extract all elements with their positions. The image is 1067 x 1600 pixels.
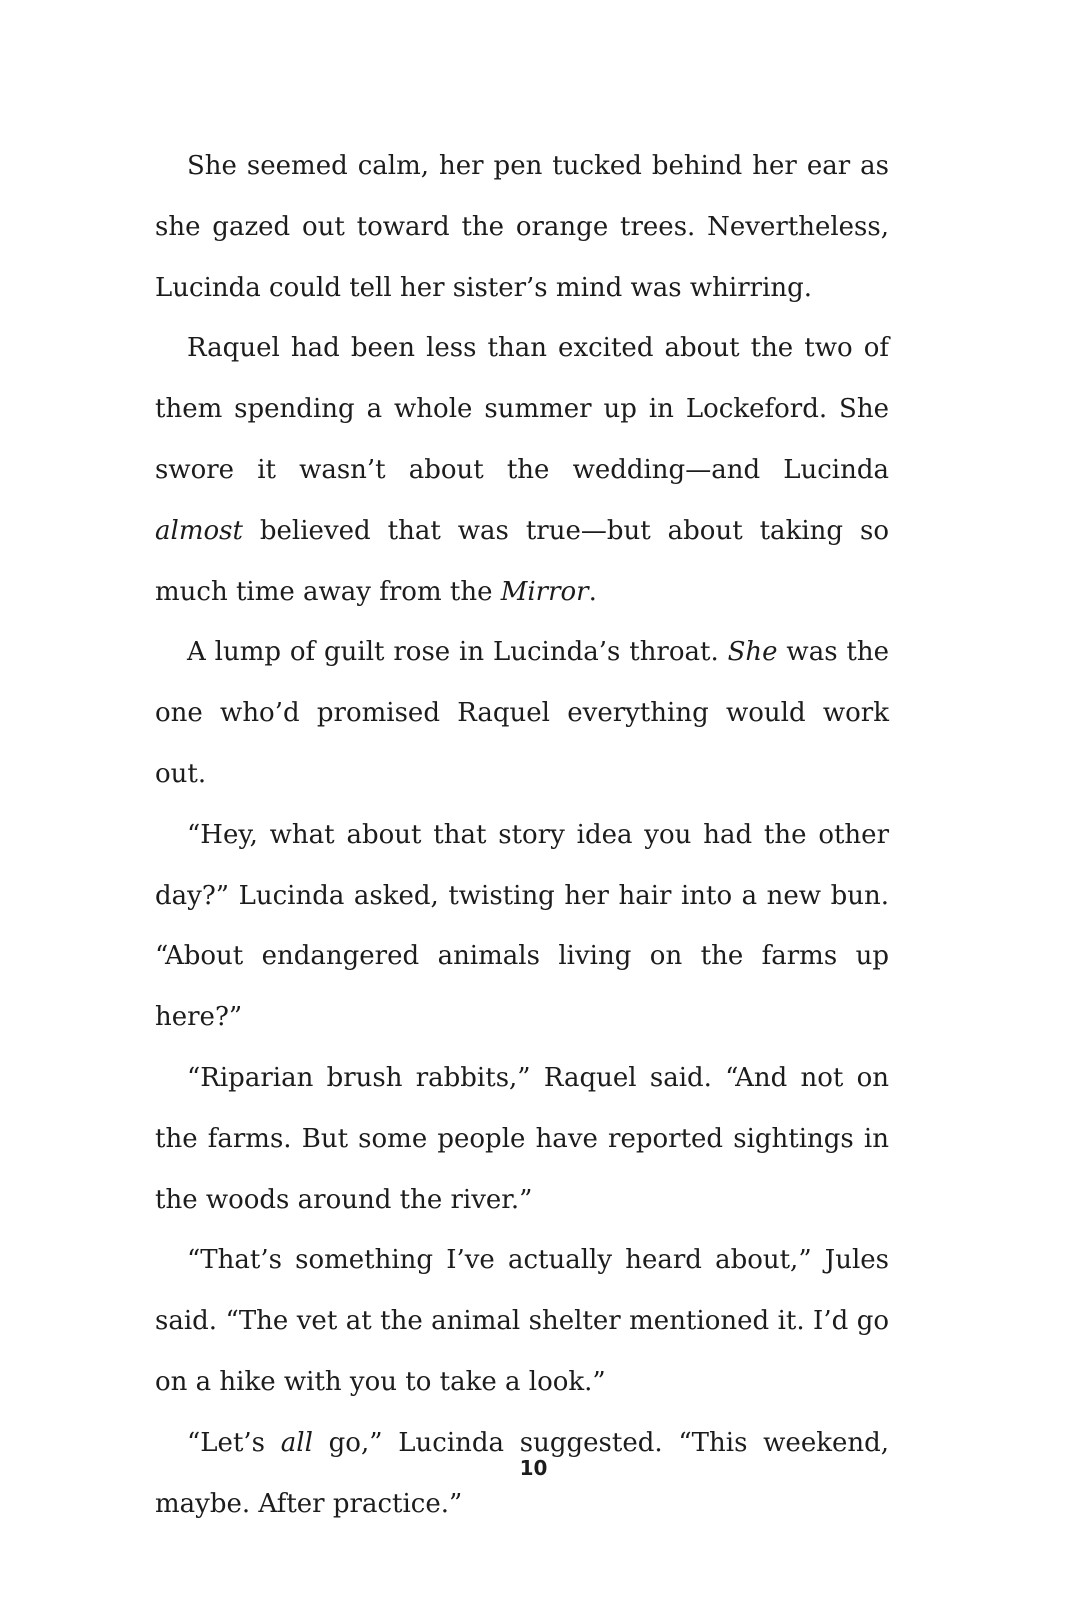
- paragraph-text: go,” Lucinda suggested. “This weekend, maybe. After practice.”: [155, 1427, 890, 1519]
- italic-title: Mirror: [500, 576, 589, 607]
- paragraph-text: Raquel had been less than excited about the two of them spending a whole summer up in Lockeford. She swore it wasn’t about the wedding—and Lucinda: [155, 333, 889, 485]
- italic-emphasis: all: [280, 1427, 313, 1458]
- paragraph-text: .: [588, 576, 597, 607]
- italic-emphasis: almost: [155, 515, 243, 546]
- paragraph-text: “Riparian brush rabbits,” Raquel said. “And not on the farms. But some people have reported sightings in the woods around the river.”: [155, 1062, 889, 1215]
- paragraph-text: “Let’s: [187, 1427, 281, 1458]
- paragraph-text: believed that was true—but about taking so much time away from the: [155, 515, 889, 607]
- paragraph-text: She seemed calm, her pen tucked behind her ear as she gazed out toward the orange trees. Nevertheless, Lucinda could tell her sister’s mind was whirring.: [155, 151, 889, 303]
- paragraph: [155, 318, 889, 622]
- paragraph: [155, 1230, 889, 1412]
- paragraph: [155, 805, 889, 1048]
- paragraph-text: was the one who’d promised Raquel everything would work out.: [155, 637, 889, 789]
- page-number: 10: [519, 1456, 548, 1480]
- paragraph-text: “That’s something I’ve actually heard about,” Jules said. “The vet at the animal shelter mentioned it. I’d go on a hike with you to take a look.”: [155, 1245, 889, 1397]
- paragraph-text: A lump of guilt rose in Lucinda’s throat.: [187, 637, 728, 668]
- italic-emphasis: She: [727, 637, 778, 668]
- paragraph: [155, 622, 889, 804]
- paragraph: [155, 1048, 889, 1230]
- paragraph: [155, 136, 889, 318]
- body-text: [155, 136, 889, 1534]
- paragraph-text: “Hey, what about that story idea you had the other day?” Lucinda asked, twisting her hair into a new bun. “About endangered animals living on the farms up here?”: [155, 819, 889, 1033]
